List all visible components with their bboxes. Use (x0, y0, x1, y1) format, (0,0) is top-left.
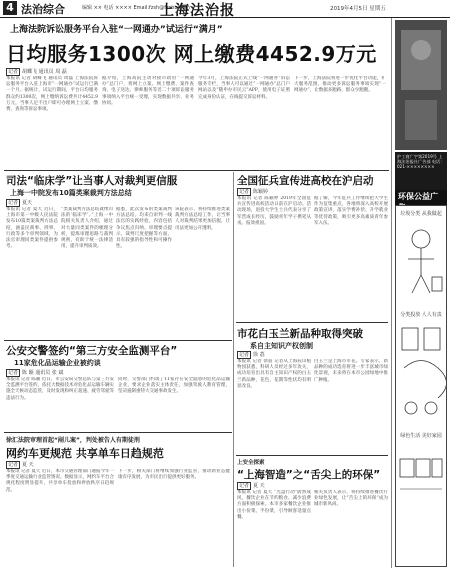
cartoon-caption-1: 垃圾分类 从我做起 (400, 211, 442, 217)
column-divider (233, 172, 234, 567)
byline-text: 夏天 (22, 200, 33, 206)
section-name: 法治综合 (21, 3, 65, 16)
story3-headline: 市花白玉兰新品种取得突破 (237, 328, 363, 340)
divider (4, 170, 389, 171)
story6-para-1: 本报讯 记者 夏天 “光盘行动”蔚然成风，餐饮企业在节约粮食、减少浪费方面积极探索。本市多家餐饮企业推出小份菜、半份菜，引导顾客适量点餐。 (237, 490, 311, 520)
lead-byline (6, 68, 67, 75)
byline-text: 陈颖婷 (253, 189, 269, 195)
byline-tag: 记者 (8, 462, 19, 468)
story6-kicker: 上安全探索 (237, 460, 265, 466)
psa-title: 环保公益广 (395, 190, 447, 214)
sidebar-divider (391, 18, 392, 568)
byline-tag: 记者 (239, 189, 250, 195)
story3-para-1: 本报讯 记者 徐荔 记者从上海辰山植物园获悉，科研人员经过多年攻关，成功培育出具有自主知识产权的白玉兰新品种，花色、花期等性状均有明显改良。 (237, 359, 311, 389)
cartoon-drawing-2 (396, 318, 446, 428)
story6-headline: “上海智造”之“舌尖上的环保” (237, 469, 381, 481)
story4-subhead: 11家危化品运输企业被约谈 (14, 359, 101, 367)
editor-contact: 编辑 ×× 电话 ×××× Email:fzsh@fzshb.com (82, 5, 190, 11)
ad-notice: 沪工商广字第2019号 上海法治报社广告部 电话：021-×××××××× (395, 152, 447, 190)
story1-subhead: 上海一中院发布10篇类案裁判方法总结 (10, 189, 132, 197)
divider (4, 432, 232, 433)
psa-panel (395, 205, 447, 567)
story1-para-4: 该院表示，将持续推进类案裁判方法总结工作，让当事人对裁判结果更加信服，让司法更加公开透明。 (175, 207, 230, 231)
story2-byline (237, 188, 268, 195)
byline-tag: 记者 (239, 352, 250, 358)
story1-para-3: 据悉，此次发布的类案裁判方法总结，均来自审判一线法官的实践经验，内容包括争议焦点归纳、审理要点提示、裁判尺度把握等方面，具有较强的指导性和可操作性。 (116, 207, 172, 250)
story1-para-1: 本报讯 记者 夏天 近日，上海市第一中级人民法院发布10篇类案裁判方法总结，涵盖民商事、刑事、行政等多个审判领域，为法官审理同类案件提供参考。 (6, 207, 58, 250)
story5-headline: 网约车更规范 共享单车日趋规范 (6, 447, 164, 460)
lead-para-1: 本报讯 记者 胡蝶飞 通讯员 周磊 上海法院诉讼服务平台入驻上海市“一网通办”试运行已满一个月。据统计，试运行期间，平台日均服务群众约1300次，网上缴纳诉讼费共计4452.9万元，当事人足不出户即可办理网上立案、缴费、查询等诉讼事项。 (6, 76, 98, 113)
cartoon-caption-3: 绿色生活 美好家园 (400, 433, 442, 439)
story5-para-2: 下一步，相关部门将继续加强行业监管，推动新业态健康有序发展，为市民出行提供更好服务。 (118, 469, 230, 481)
story5-para-1: 本报讯 记者 夏天 近日，本市交通管理部门通报今年一季度交通运输行业监管情况。数据显示，网约车平台合规化程度明显提升，共享单车投放和停放秩序日趋规范。 (6, 469, 114, 493)
story2-headline: 全国征兵宣传进高校在沪启动 (237, 175, 374, 187)
divider (236, 455, 388, 456)
byline-tag: 记者 (8, 69, 19, 75)
story4-para-2: 同时，交警部门约谈了11家存在安全隐患的危化品运输企业，要求企业落实主体责任，加强驾驶人教育管理，坚决遏制重特大交通事故发生。 (118, 377, 230, 395)
byline-text: 夏 天 (22, 462, 34, 468)
cartoon-drawing-3 (396, 439, 446, 519)
lead-para-4: 下一步，上海法院将进一步优化平台功能，扩大服务范围，推动更多诉讼服务事项实现“一网通办”，让数据多跑路、群众少跑腿。 (294, 76, 386, 94)
photo-graphic (395, 20, 447, 150)
story4-byline (6, 369, 63, 376)
byline-tag: 记者 (8, 200, 19, 206)
story6-byline (237, 482, 265, 489)
byline-text: 夏 天 (253, 483, 265, 489)
byline-text: 陈 颖 通讯员 张 斌 (22, 370, 64, 376)
story3-byline (237, 351, 265, 358)
byline-tag: 记者 (8, 370, 19, 376)
divider (4, 340, 232, 341)
story2-para-2: 据了解，今年征兵工作继续把大学生作为征集重点，各地将深入高校开展政策宣讲，落实学费补偿、升学就业等优待政策，吸引更多高素质青年参军入伍。 (314, 196, 388, 226)
masthead (0, 0, 450, 18)
byline-text: 徐 荔 (253, 352, 265, 358)
story6-para-2: 相关负责人表示，将持续推进餐饮行业绿色发展，让“舌尖上的环保”成为城市新风尚。 (314, 490, 388, 508)
lead-kicker: 上海法院诉讼服务平台入驻“一网通办”试运行“满月” (10, 25, 223, 35)
story5-kicker: 徐汇法院审理首起“剐儿案”，判处被告人有期徒刑 (6, 437, 140, 444)
story1-para-2: “类案裁判方法总结就像司法的‘临床学’。”上海一中院相关负责人介绍，通过对大量同类案件的梳理分析，提炼审理思路与裁判规则，有助于统一法律适用，提升审判质效。 (61, 207, 113, 250)
byline-tag: 记者 (239, 483, 250, 489)
paper-logo: 上海法治报 (160, 3, 235, 19)
story1-headline: 司法“临床学”让当事人对裁判更信服 (6, 175, 178, 187)
story5-byline (6, 461, 34, 468)
byline-text: 胡蝶飞 通讯员 周 磊 (22, 69, 67, 75)
story1-byline (6, 199, 32, 206)
story4-headline: 公安交警签约“第三方安全监测平台” (6, 345, 178, 357)
lead-para-2: 据介绍，上海高院主动对接市政府“一网通办”总门户，将网上立案、网上缴费、案件查询、电子送达、律师服务等近二十项诉讼服务事项纳入平台统一受理，实现数据共享、业务协同。 (102, 76, 194, 106)
story2-para-1: 本报讯 记者 陈颖婷 2019年全国征兵宣传进高校活动日前在沪启动。活动现场，退役大学生士兵代表分享了军营成长经历，鼓励青年学子携笔从戎、报效祖国。 (237, 196, 311, 226)
story3-subhead: 系自主知识产权创制 (250, 342, 313, 350)
lead-headline: 日均服务1300次 网上缴费4452.9万元 (6, 42, 377, 66)
page-number: 4 (3, 1, 17, 15)
story3-para-2: 白玉兰是上海市市花。专家表示，新品种的成功选育将进一步丰富城市绿化景观，未来将在本市公园绿地中推广种植。 (314, 359, 388, 383)
divider (236, 322, 388, 323)
lead-para-3: 今年3月，上海法院正式上线“一网通办”诉讼服务专栏，当事人可以通过“一网通办”总门户网站以及“随申办市民云”APP，使用电子证照完成身份认证，在线提交诉讼材料。 (198, 76, 290, 100)
cartoon-drawing-1 (396, 217, 446, 307)
story4-para-1: 本报讯 记者 陈颖 近日，市公安局交警总队与第三方安全监测平台签约，依托大数据技术对危化品运输车辆实施全天候动态监管，及时发现和纠正超速、疲劳驾驶等违法行为。 (6, 377, 114, 401)
cartoon-caption-2: 分类投放 人人有责 (400, 312, 442, 318)
sidebar-photo (395, 20, 447, 150)
issue-date: 2019年4月5日 星期五 (330, 6, 386, 12)
